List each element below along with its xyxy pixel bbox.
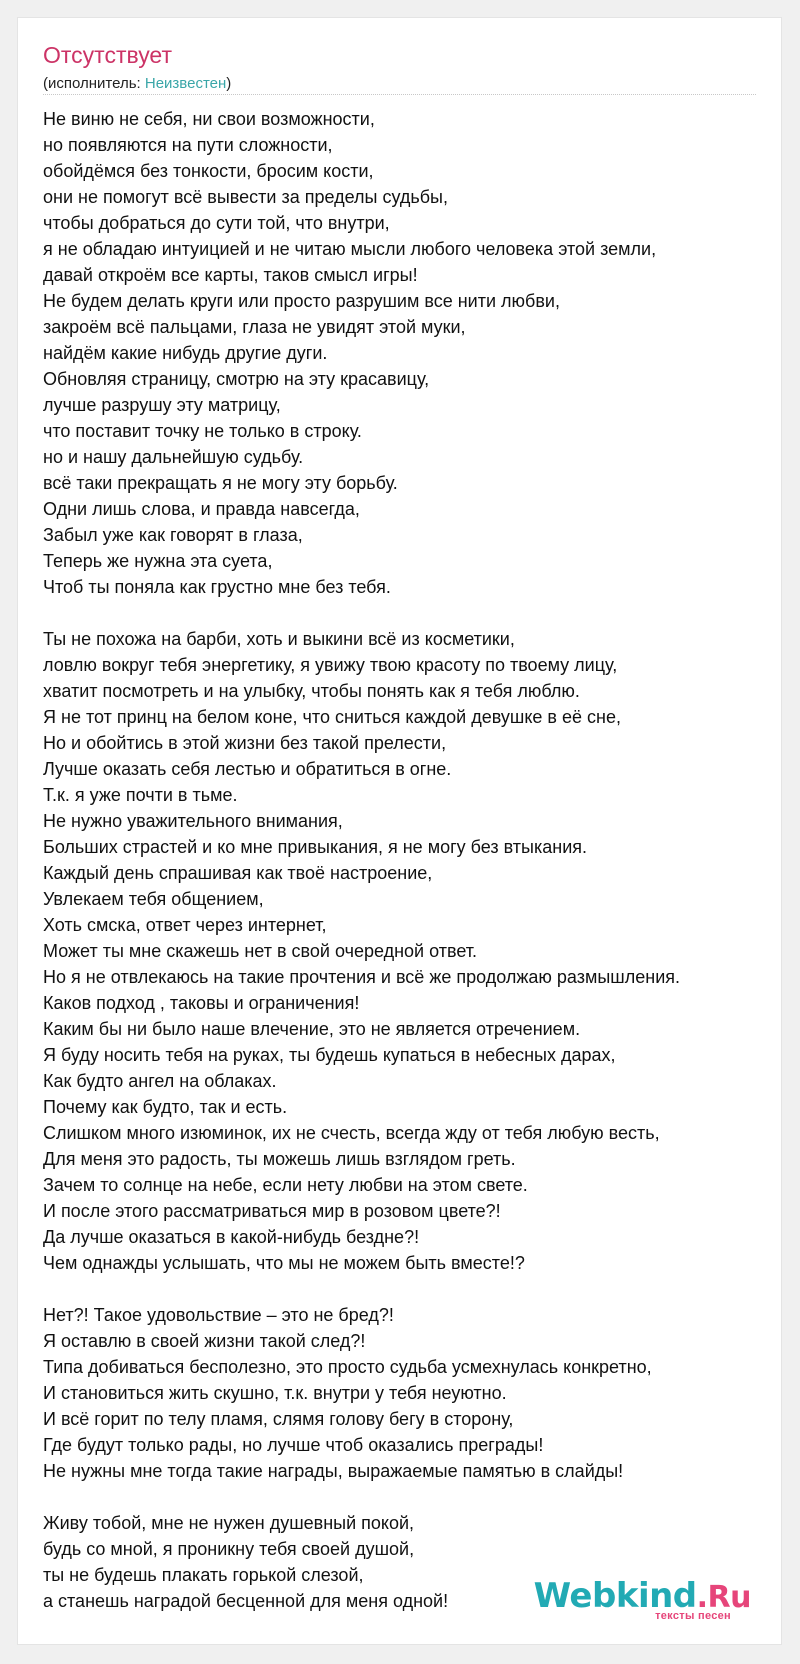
lyric-line: чтобы добраться до сути той, что внутри, xyxy=(43,213,390,233)
lyric-line: Не будем делать круги или просто разрушим все нити любви, xyxy=(43,291,560,311)
lyric-line: найдём какие нибудь другие дуги. xyxy=(43,343,328,363)
lyric-line: Одни лишь слова, и правда навсегда, xyxy=(43,499,360,519)
lyric-line: Типа добиваться бесполезно, это просто судьба усмехнулась конкретно, xyxy=(43,1357,652,1377)
lyric-line: Лучше оказать себя лестью и обратиться в огне. xyxy=(43,759,452,779)
lyric-line: И всё горит по телу пламя, слямя голову бегу в сторону, xyxy=(43,1409,514,1429)
lyric-line: Больших страстей и ко мне привыкания, я не могу без втыкания. xyxy=(43,837,587,857)
lyric-line: обойдёмся без тонкости, бросим кости, xyxy=(43,161,374,181)
lyric-line: Т.к. я уже почти в тьме. xyxy=(43,785,238,805)
lyric-line: Но и обойтись в этой жизни без такой прелести, xyxy=(43,733,447,753)
artist-suffix: ) xyxy=(226,75,232,92)
logo-tagline: тексты песен xyxy=(655,1610,731,1622)
artist-link[interactable]: Неизвестен xyxy=(144,75,227,92)
lyric-line: Нет?! Такое удовольствие – это не бред?! xyxy=(43,1305,394,1325)
lyric-line: Я буду носить тебя на руках, ты будешь купаться в небесных дарах, xyxy=(43,1045,616,1065)
lyric-line: Чтоб ты поняла как грустно мне без тебя. xyxy=(43,577,391,597)
lyric-line: И становиться жить скушно, т.к. внутри у тебя неуютно. xyxy=(43,1383,507,1403)
lyric-line: Я не тот принц на белом коне, что сниться каждой девушке в её сне, xyxy=(43,707,621,727)
lyric-line: Не нужно уважительного внимания, xyxy=(43,811,343,831)
artist-prefix: (исполнитель: xyxy=(43,75,145,92)
lyric-line: хватит посмотреть и на улыбку, чтобы понять как я тебя люблю. xyxy=(43,681,580,701)
lyric-line: Может ты мне скажешь нет в свой очередной ответ. xyxy=(43,941,477,961)
lyric-line: Теперь же нужна эта суета, xyxy=(43,551,273,571)
artist-line xyxy=(43,76,231,91)
lyric-line: они не помогут всё вывести за пределы судьбы, xyxy=(43,187,448,207)
lyric-line: Я оставлю в своей жизни такой след?! xyxy=(43,1331,366,1351)
lyric-line: Каков подход , таковы и ограничения! xyxy=(43,993,360,1013)
logo-brand: Webkind xyxy=(533,1576,697,1616)
lyric-line: Забыл уже как говорят в глаза, xyxy=(43,525,303,545)
lyric-line: Не виню не себя, ни свои возможности, xyxy=(43,109,375,129)
lyric-line: ловлю вокруг тебя энергетику, я увижу твою красоту по твоему лицу, xyxy=(43,655,618,675)
lyric-line: Ты не похожа на барби, хоть и выкини всё из косметики, xyxy=(43,629,515,649)
lyric-line: Зачем то солнце на небе, если нету любви на этом свете. xyxy=(43,1175,528,1195)
lyric-line: Живу тобой, мне не нужен душевный покой, xyxy=(43,1513,415,1533)
lyrics-body xyxy=(43,106,778,1640)
lyric-line: Увлекаем тебя общением, xyxy=(43,889,264,909)
lyric-line: а станешь наградой бесценной для меня одной! xyxy=(43,1591,449,1611)
logo-tld: .Ru xyxy=(696,1580,751,1615)
lyric-line: Обновляя страницу, смотрю на эту красавицу, xyxy=(43,369,430,389)
lyric-line: Да лучше оказаться в какой-нибудь бездне?! xyxy=(43,1227,420,1247)
lyric-line: закроём всё пальцами, глаза не увидят этой муки, xyxy=(43,317,466,337)
lyrics-stanza xyxy=(43,1302,778,1484)
site-logo[interactable] xyxy=(533,1576,751,1622)
lyric-line: Почему как будто, так и есть. xyxy=(43,1097,288,1117)
lyric-line: Где будут только рады, но лучше чтоб оказались преграды! xyxy=(43,1435,544,1455)
lyric-line: будь со мной, я проникну тебя своей душой, xyxy=(43,1539,415,1559)
lyric-line: лучше разрушу эту матрицу, xyxy=(43,395,281,415)
lyric-line: Но я не отвлекаюсь на такие прочтения и всё же продолжаю размышления. xyxy=(43,967,680,987)
lyric-line: Чем однажды услышать, что мы не можем быть вместе!? xyxy=(43,1253,525,1273)
lyric-line: Каждый день спрашивая как твоё настроение, xyxy=(43,863,433,883)
lyric-line: И после этого рассматриваться мир в розовом цвете?! xyxy=(43,1201,501,1221)
lyrics-page xyxy=(17,17,782,1645)
lyrics-stanza xyxy=(43,106,778,600)
lyric-line: Слишком много изюминок, их не счесть, всегда жду от тебя любую весть, xyxy=(43,1123,660,1143)
song-title: Отсутствует xyxy=(43,42,172,68)
lyric-line: что поставит точку не только в строку. xyxy=(43,421,362,441)
lyric-line: Каким бы ни было наше влечение, это не является отречением. xyxy=(43,1019,581,1039)
lyric-line: давай откроём все карты, таков смысл игры! xyxy=(43,265,418,285)
lyric-line: но и нашу дальнейшую судьбу. xyxy=(43,447,304,467)
lyric-line: ты не будешь плакать горькой слезой, xyxy=(43,1565,364,1585)
lyric-line: Хоть смска, ответ через интернет, xyxy=(43,915,327,935)
lyric-line: я не обладаю интуицией и не читаю мысли любого человека этой земли, xyxy=(43,239,657,259)
lyrics-stanza xyxy=(43,626,778,1276)
lyric-line: Не нужны мне тогда такие награды, выражаемые памятью в слайды! xyxy=(43,1461,624,1481)
lyric-line: всё таки прекращать я не могу эту борьбу. xyxy=(43,473,398,493)
lyric-line: но появляются на пути сложности, xyxy=(43,135,333,155)
lyric-line: Как будто ангел на облаках. xyxy=(43,1071,277,1091)
header-divider xyxy=(43,94,756,95)
lyric-line: Для меня это радость, ты можешь лишь взглядом греть. xyxy=(43,1149,516,1169)
